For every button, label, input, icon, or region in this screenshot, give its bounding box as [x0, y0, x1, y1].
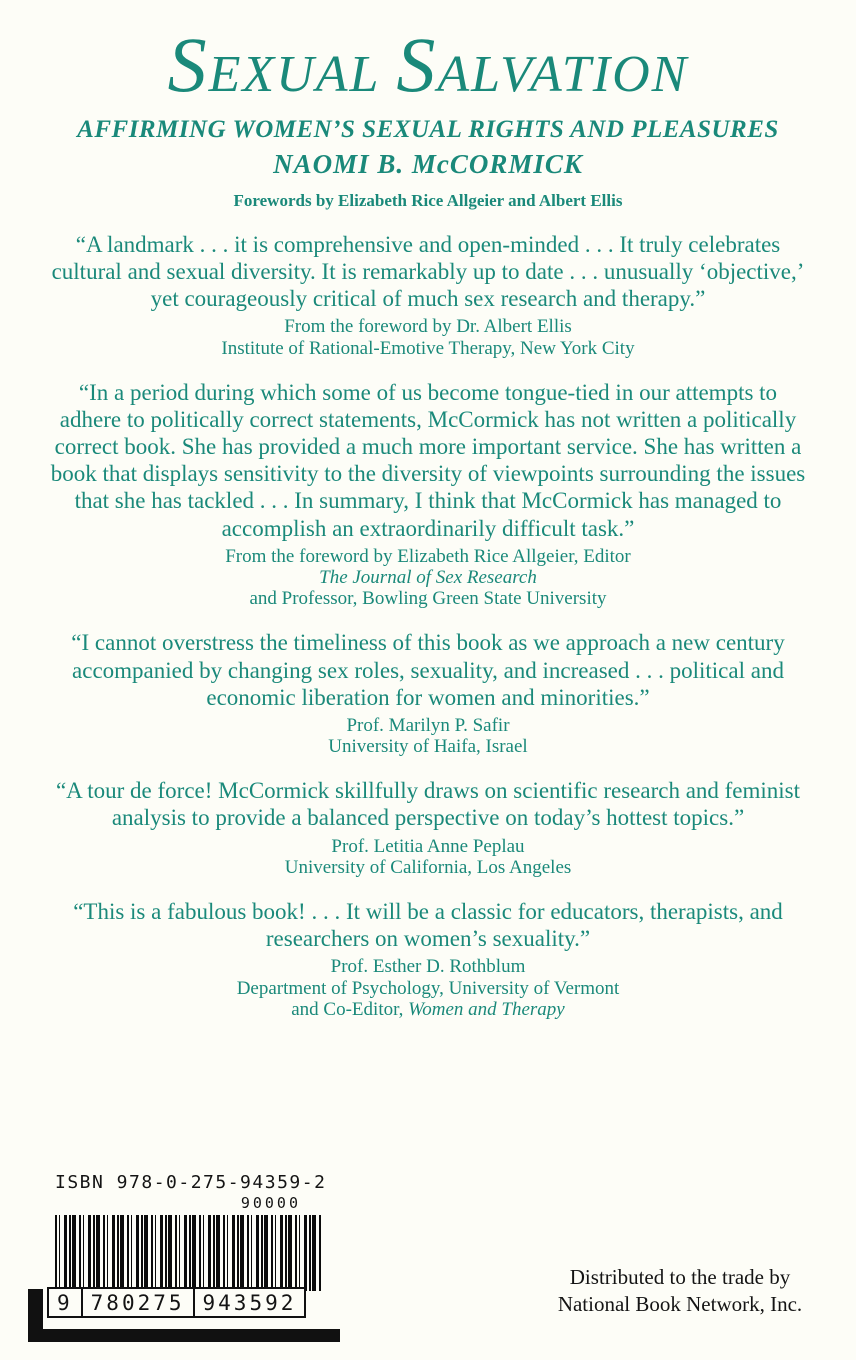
quote-text: “I cannot overstress the timeliness of this book as we approach a new century accompanied by changing sex roles, sexuality, and increased . . . political and economic liberation for women and minorities.” [71, 630, 785, 710]
attribution-line-coeditor [38, 999, 818, 1020]
cover-header [0, 0, 856, 211]
barcode-price-code: 90000 [240, 1194, 301, 1212]
barcode-digit-group: 780275 [81, 1287, 195, 1318]
quote-esther-rothblum [38, 898, 818, 1020]
isbn-number: ISBN 978-0-275-94359-2 [55, 1172, 327, 1193]
attribution-line: University of Haifa, Israel [328, 736, 528, 758]
review-quotes [38, 231, 818, 1020]
book-title [0, 21, 856, 108]
barcode-block [55, 1172, 331, 1318]
attribution-line: Prof. Marilyn P. Safir [346, 714, 510, 736]
book-title-word-2: SALVATION [396, 21, 689, 108]
quote-albert-ellis [38, 231, 818, 359]
distributor-line-2: National Book Network, Inc. [557, 1292, 803, 1317]
attribution-line: Institute of Rational-Emotive Therapy, New York City [221, 337, 635, 359]
attribution-line: Department of Psychology, University of Vermont [236, 977, 620, 999]
attribution-line: From the foreword by Elizabeth Rice Allgeier, Editor [225, 545, 631, 567]
quote-attribution [38, 316, 818, 359]
attribution-line: Prof. Letitia Anne Peplau [331, 835, 525, 857]
barcode-digit-group: 9 [47, 1287, 83, 1318]
quote-text: “A tour de force! McCormick skillfully draws on scientific research and feminist analysis to provide a balanced perspective on today’s hottest topics.” [55, 778, 801, 831]
quote-text: “This is a fabulous book! . . . It will be a classic for educators, therapists, and researchers on women’s sexuality.” [73, 899, 783, 952]
quote-marilyn-safir [38, 629, 818, 757]
quote-attribution [38, 956, 818, 1020]
distributor-line-1: Distributed to the trade by [569, 1265, 791, 1289]
attribution-line: Prof. Esther D. Rothblum [330, 956, 526, 978]
barcode-bars [55, 1215, 323, 1291]
attribution-line-journal: The Journal of Sex Research [319, 566, 537, 588]
attribution-line: From the foreword by Dr. Albert Ellis [284, 316, 572, 338]
distributor-note [535, 1264, 825, 1319]
forewords-credit: Forewords by Elizabeth Rice Allgeier and Albert Ellis [233, 191, 623, 210]
crop-mark-horizontal [28, 1329, 340, 1342]
quote-attribution [38, 715, 818, 758]
attribution-line: University of California, Los Angeles [284, 856, 572, 878]
quote-text: “A landmark . . . it is comprehensive and open-minded . . . It truly celebrates cultural and sexual diversity. It is remarkably up to date . . . unusually ‘objective,’ yet courageously critical of much sex research and therapy.” [51, 232, 805, 312]
book-title-word-1: SEXUAL [167, 21, 381, 108]
attribution-line: and Professor, Bowling Green State University [249, 588, 607, 610]
quote-elizabeth-allgeier [38, 379, 818, 610]
book-subtitle: AFFIRMING WOMEN’S SEXUAL RIGHTS AND PLEASURES [77, 116, 779, 143]
quote-letitia-peplau [38, 777, 818, 878]
quote-attribution [38, 546, 818, 610]
quote-text: “In a period during which some of us become tongue-tied in our attempts to adhere to politically correct statements, McCormick has not written a politically correct book. She has provided a much more important service. She has written a book that displays sensitivity to the diversity of viewpoints surrounding the issues that she has tackled . . . In summary, I think that McCormick has managed to accomplish an extraordinarily difficult task.” [50, 379, 806, 541]
barcode-digits [47, 1287, 331, 1318]
coeditor-prefix: and Co-Editor, [291, 998, 409, 1020]
coeditor-journal: Women and Therapy [408, 998, 565, 1020]
barcode-digit-group: 943592 [193, 1287, 307, 1318]
book-author: NAOMI B. McCORMICK [273, 149, 583, 179]
quote-attribution [38, 836, 818, 879]
